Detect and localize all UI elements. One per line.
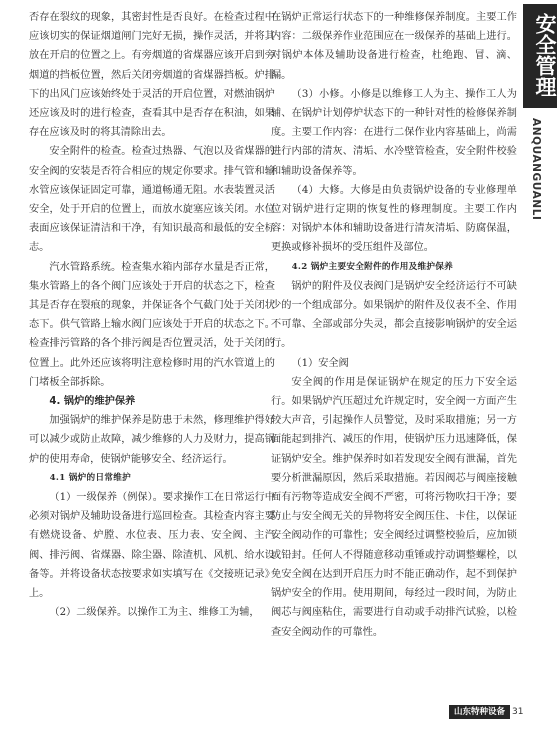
page-footer: [449, 705, 529, 721]
left-text-column: [29, 8, 275, 623]
paragraph: （1）安全阀: [291, 357, 349, 369]
paragraph: （4）大修。大修是由负责锅炉设备的专业修理单位对锅炉进行定期的恢复性的修理制度。主要工作内容：对锅炉本体和辅助设备进行清灰清垢、防腐保温，更换或修补损坏的受压组件及部位。: [271, 184, 517, 254]
paragraph: 否存在裂纹的现象，其密封性是否良好。在检查过程中应该切实的保证烟道闸门完好无损，操作灵活，并将其放在开启的位置之上。有旁烟道的省煤器应该开启到旁烟道的挡板位置，然后关闭旁烟道的省煤器挡板。炉排下的出风门应该始终处于灵活的开启位置，对燃油锅炉还应该及时的进行检查，查看其中是否存在积油，如果存在应该及时的将其清除出去。: [29, 12, 275, 139]
paragraph: 汽水管路系统。检查集水箱内部存水量是否正常，集水管路上的各个阀门应该处于开启的状态之下，检查其是否存在裂痕的现象，并保证各个气截门处于关闭状态下。供气管路上输水阀门应该处于开启的状态之下。检查排污管路的各个排污阀是否位置灵活，处于关闭的位置上。此外还应该将明注意检修时用的汽水管道上的门堵板全部拆除。: [29, 261, 275, 388]
section-title: 安全管理: [523, 4, 557, 108]
paragraph: 在锅炉正常运行状态下的一种维修保养制度。主要工作内容：二级保养作业范围应在一级保养的基础上进行。对锅炉本体及辅助设备进行检查，杜绝跑、冒、滴、漏。: [271, 12, 517, 81]
subsection-heading: 4.1 锅炉的日常维护: [49, 472, 132, 483]
page-number: 31: [512, 707, 524, 717]
paragraph: （2）二级保养。以操作工为主、维修工为辅，: [49, 607, 260, 619]
section-sidebar: [520, 0, 560, 740]
section-heading: 4. 锅炉的维护保养: [49, 396, 136, 408]
publication-label: 山东特种设备: [449, 705, 510, 719]
paragraph: 加强锅炉的维护保养是防患于未然，修理维护得好可以减少或防止故障，减少维修的人力及财力，提高锅炉的使用寿命，使锅炉能够安全、经济运行。: [29, 415, 275, 465]
paragraph: 锅炉的附件及仪表阀门是锅炉安全经济运行不可缺少的一个组成部分。如果锅炉的附件及仪表不全、作用不可靠、全部或部分失灵，都会直接影响锅炉的安全运行。: [271, 280, 517, 350]
section-pinyin: ANQUANGUANLI: [530, 118, 542, 221]
paragraph: 安全阀的作用是保证锅炉在规定的压力下安全运行。如果锅炉汽压超过允许规定时，安全阀一方面产生较大声音，引起操作人员警觉，及时采取措施；另一方面能起到排汽、减压的作用，使锅炉压力迅速降低，保证锅炉安全。维护保养时如若发现安全阀有泄漏，首先要分析泄漏原因，然后采取措施。若因阀芯与阀座接触面有污物等造成安全阀不严密，可将污物吹扫干净；要防止与安全阀无关的异物将安全阀压住、卡住，以保证安全阀动作的可靠性；安全阀经过调整校验后，应加锁或铅封。任何人不得随意移动重锤或拧动调整螺栓，以免安全阀在达到开启压力时不能正确动作，起不到保护锅炉安全的作用。使用期间，每经过一段时间，为防止阀芯与阀座粘住，需要进行自动或手动排汽试验，以检查安全阀动作的可靠性。: [271, 376, 517, 638]
paragraph: 安全附件的检查。检查过热器、气泡以及省煤器的安全阀的安装是否符合相应的规定你要求。排气管和输水管应该保证固定可靠，通道畅通无阻。水表装置灵活安全，处于开启的位置上，而放水旋塞应该关闭。水位表面应该保证清洁和干净，有知识最高和最低的安全标志。: [29, 146, 275, 254]
subsection-heading: 4.2 锅炉主要安全附件的作用及维护保养: [291, 261, 454, 272]
paragraph: （3）小修。小修是以维修工人为主、操作工人为辅、在锅炉计划停炉状态下的一种针对性的检修保养制度。主要工作内容：在进行二保作业内容基础上，尚需进行内部的清灰、清垢、水冷壁管检查，安全附件校验和辅助设备保养等。: [271, 88, 517, 177]
paragraph: （1）一级保养（例保）。要求操作工在日常运行中必须对锅炉及辅助设备进行巡回检查。其检查内容主要有燃烧设备、炉膛、水位表、压力表、安全阀、主汽阀、排污阀、省煤器、除尘器、除渣机、风机、给水设备等。并将设备状态按要求如实填写在《交接班记录》上。: [29, 492, 275, 600]
right-text-column: [271, 8, 517, 642]
